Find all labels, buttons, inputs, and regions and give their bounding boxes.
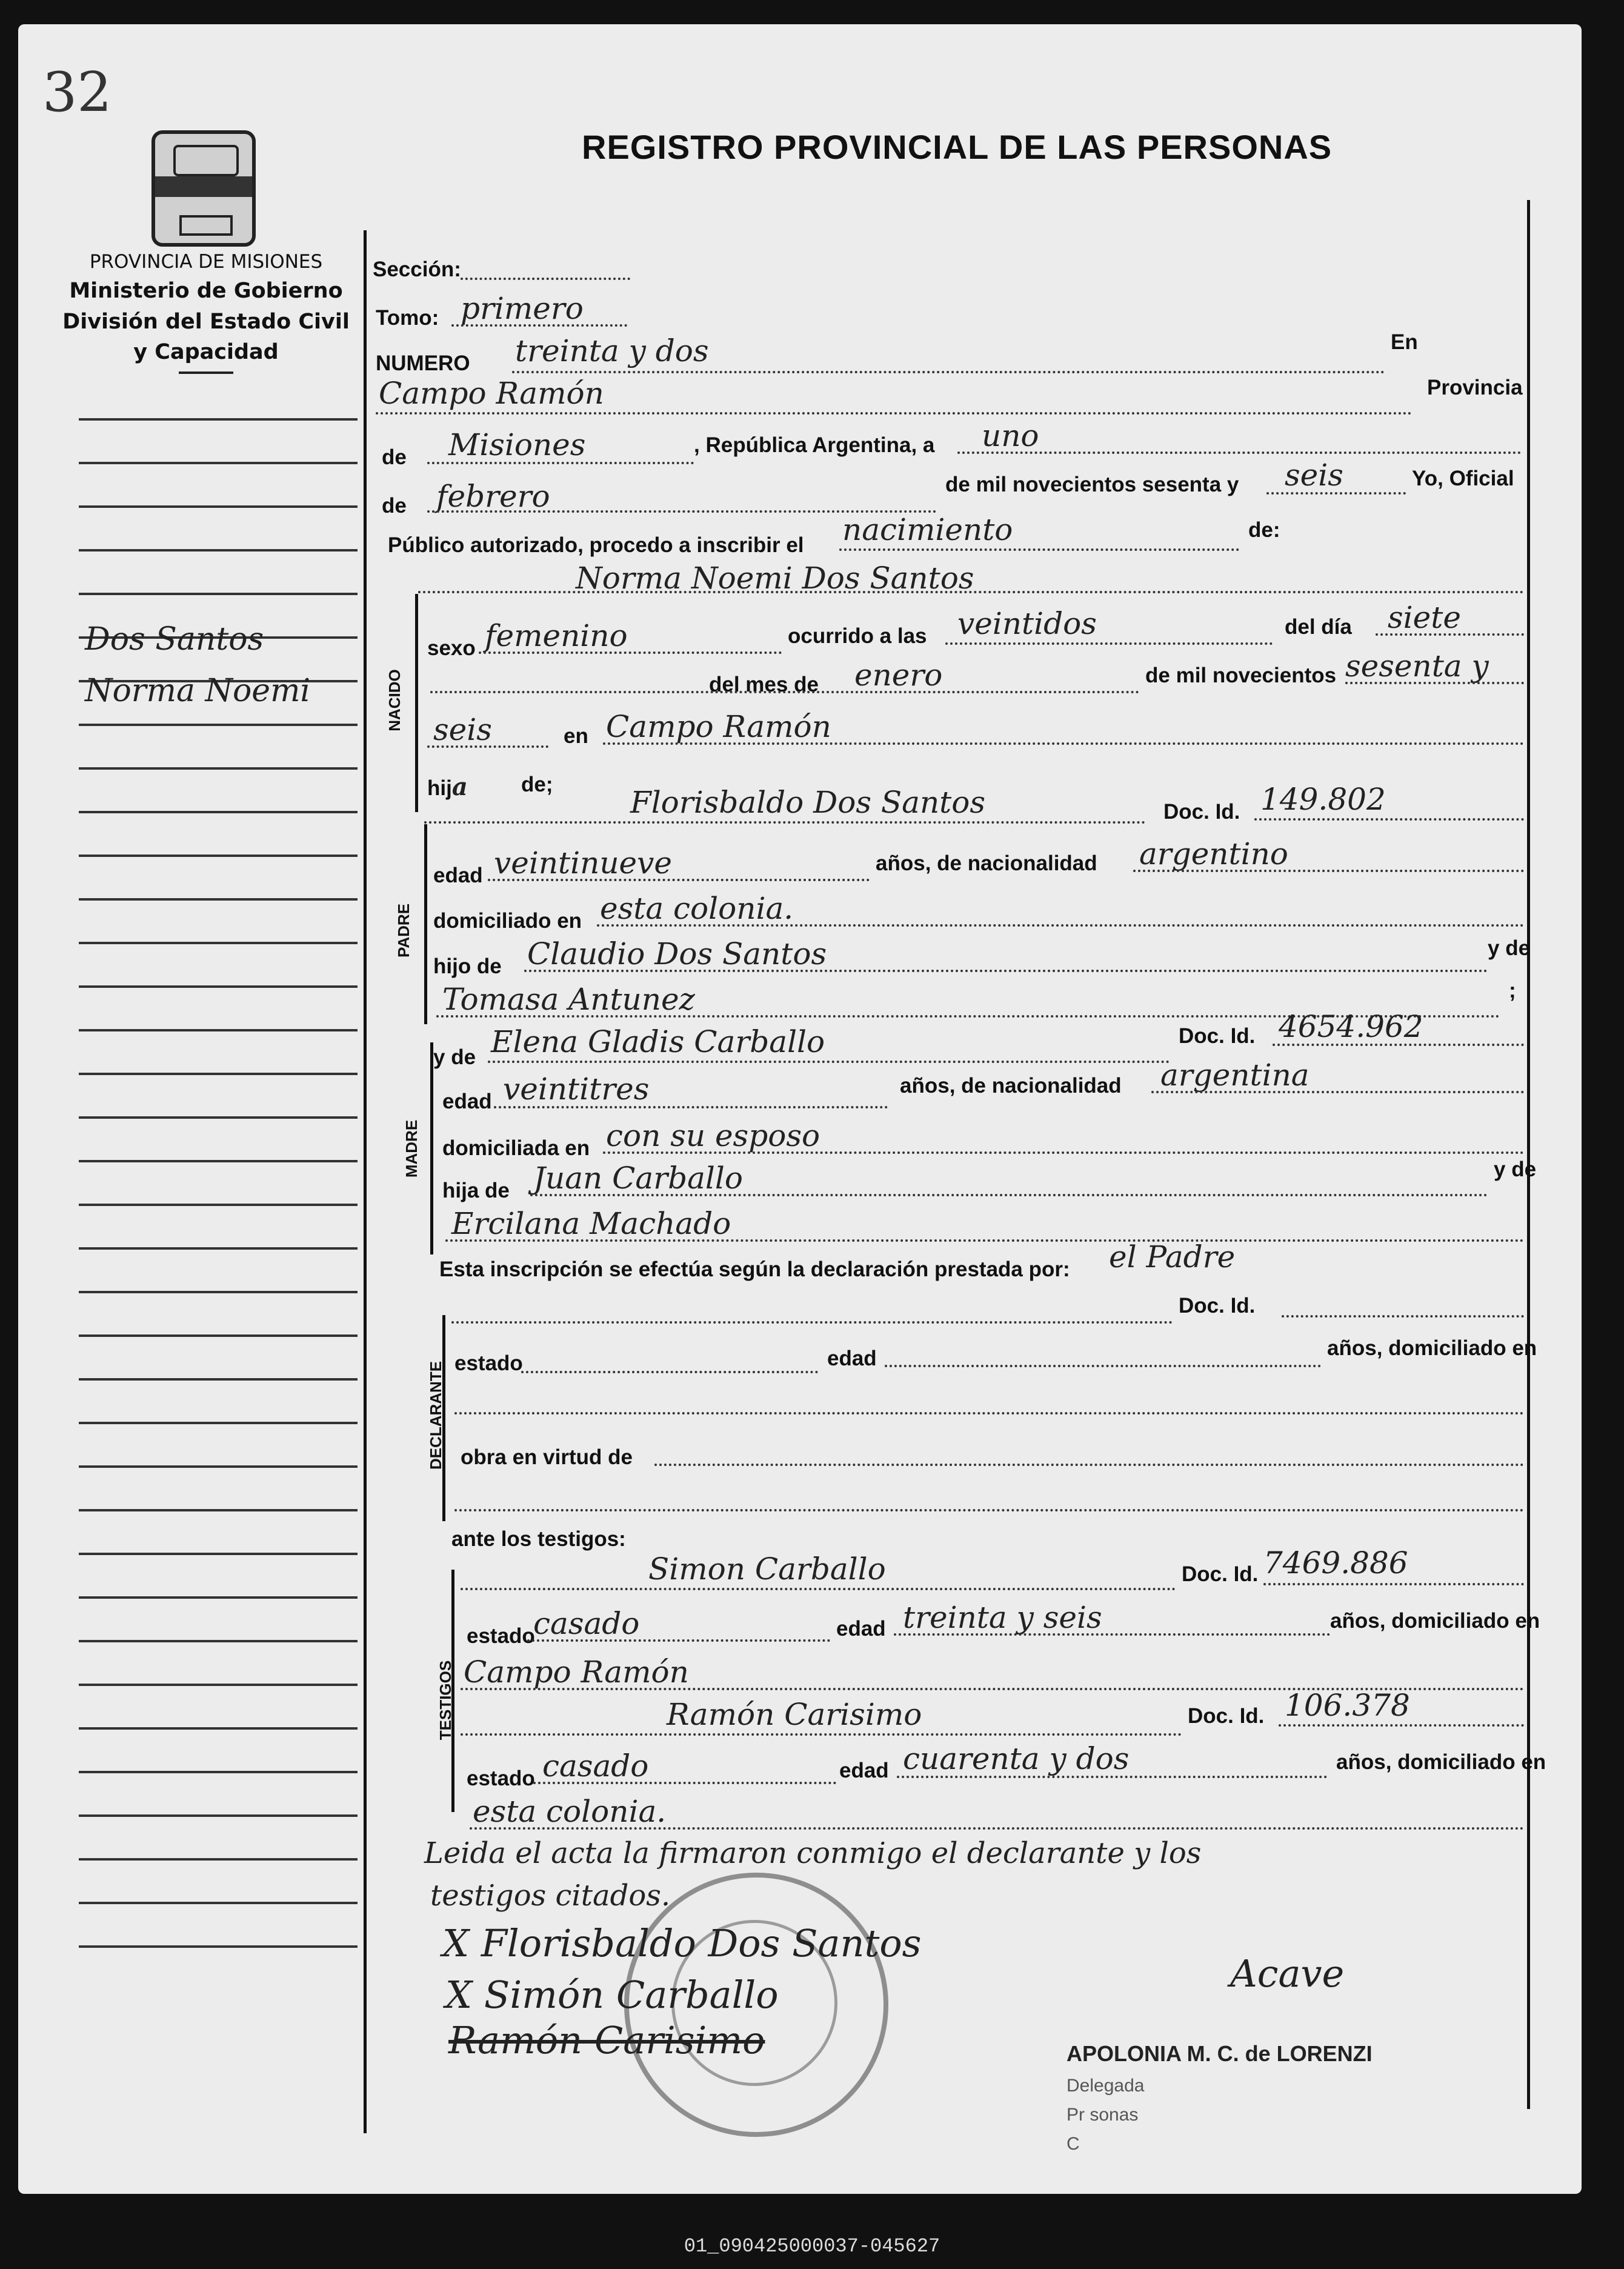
province-line: PROVINCIA DE MISIONES (89, 251, 323, 273)
declaracion-label: Esta inscripción se efectúa según la declaración prestada por: (439, 1258, 1070, 1281)
testigo1-edad-value: treinta y seis (903, 1600, 1102, 1635)
numero-value: treinta y dos (515, 333, 709, 368)
nombre-inscripto: Norma Noemi Dos Santos (576, 561, 974, 596)
declarante-domicilio-label: años, domiciliado en (1327, 1336, 1537, 1360)
nacido-bracket (415, 594, 418, 812)
republica-label: , República Argentina, a (694, 433, 935, 457)
padre-edad-label: edad (433, 864, 483, 887)
declarante-value: el Padre (1109, 1239, 1236, 1274)
official-office: Pr sonas (1067, 2104, 1139, 2125)
lugar-value: Campo Ramón (379, 376, 604, 411)
acto-value: nacimiento (842, 512, 1013, 547)
testigo2-estado-label: estado (467, 1767, 535, 1790)
testigo2-doc-label: Doc. Id. (1188, 1704, 1265, 1728)
padre-doc-label: Doc. Id. (1163, 800, 1240, 824)
declarante-estado-label: estado (454, 1351, 523, 1375)
madre-padre-value: Juan Carballo (533, 1161, 744, 1196)
ante-testigos-label: ante los testigos: (451, 1527, 626, 1551)
section-padre: PADRE (394, 903, 413, 958)
official-office-2: C (1067, 2133, 1080, 2154)
section-nacido: NACIDO (385, 669, 404, 731)
padre-nacionalidad-value: argentino (1139, 836, 1288, 871)
padre-nombre: Florisbaldo Dos Santos (630, 785, 986, 820)
madre-doc-label: Doc. Id. (1179, 1024, 1256, 1048)
testigo2-domicilio-value: esta colonia. (473, 1794, 667, 1829)
testigo2-doc-value: 106.378 (1285, 1688, 1410, 1723)
testigo1-estado-label: estado (467, 1624, 535, 1648)
mil-novecientos-label-2: de mil novecientos (1145, 664, 1337, 687)
cierre-linea-2: testigos citados. (430, 1879, 671, 1913)
testigo2-domicilio-label: años, domiciliado en (1336, 1750, 1546, 1774)
firma-testigo-2: Ramón Carisimo (448, 2018, 765, 2062)
padre-domicilio-value: esta colonia. (600, 891, 794, 926)
madre-domicilio-label: domiciliada en (442, 1136, 590, 1160)
anio-value: seis (1285, 458, 1343, 493)
tomo-label: Tomo: (376, 306, 439, 330)
firma-padre: X Florisbaldo Dos Santos (442, 1921, 922, 1965)
testigo1-edad-label: edad (836, 1617, 886, 1641)
madre-y-de-label: y de (433, 1045, 476, 1069)
del-mes-label: del mes de (709, 673, 819, 696)
madre-nacionalidad-label: años, de nacionalidad (900, 1074, 1122, 1098)
margin-note-given: Norma Noemi (85, 673, 311, 709)
testigo2-estado-value: casado (542, 1748, 649, 1784)
hora-value: veintidos (957, 606, 1097, 641)
padre-padre-value: Claudio Dos Santos (527, 936, 827, 971)
de-label-2: de (382, 494, 407, 518)
ministry-header (42, 248, 370, 374)
publico-label: Público autorizado, procedo a inscribir el (388, 533, 804, 557)
testigo1-domicilio-label: años, domiciliado en (1330, 1609, 1540, 1633)
de-semicolon-label: de; (521, 773, 553, 796)
padre-edad-value: veintinueve (494, 845, 672, 881)
madre-edad-label: edad (442, 1090, 492, 1113)
margin-separator (364, 230, 367, 2133)
madre-hija-de-label: hija de (442, 1179, 510, 1202)
testigo2-nombre: Ramón Carisimo (667, 1697, 922, 1732)
firma-oficial: Acave (1230, 1951, 1345, 1996)
dia-nac-value: siete (1388, 600, 1461, 635)
padre-nacionalidad-label: años, de nacionalidad (876, 851, 1097, 875)
testigo1-doc-label: Doc. Id. (1182, 1562, 1259, 1586)
madre-madre-value: Ercilana Machado (451, 1206, 731, 1241)
page-title: REGISTRO PROVINCIAL DE LAS PERSONAS (582, 128, 1333, 166)
yo-oficial-label: Yo, Oficial (1412, 467, 1514, 490)
image-id-footer: 01_090425000037-045627 (684, 2235, 940, 2257)
anio-nac-value: sesenta y (1345, 648, 1489, 684)
padre-domicilio-label: domiciliado en (433, 909, 582, 933)
testigo1-doc-value: 7469.886 (1263, 1545, 1408, 1581)
ministry-line: Ministerio de Gobierno (69, 278, 343, 303)
cierre-linea-1: Leida el acta la firmaron conmigo el declarante y los (424, 1836, 1202, 1870)
numero-label: NUMERO (376, 352, 470, 375)
ocurrido-label: ocurrido a las (788, 624, 927, 648)
madre-y-de-label-2: y de (1494, 1158, 1537, 1181)
testigo1-estado-value: casado (533, 1606, 640, 1641)
declarante-edad-label: edad (827, 1347, 877, 1370)
madre-doc-value: 4654.962 (1279, 1009, 1423, 1044)
del-dia-label: del día (1285, 615, 1352, 639)
official-title: Delegada (1067, 2075, 1145, 2096)
testigo1-nombre: Simon Carballo (648, 1551, 886, 1587)
sexo-label: sexo (427, 636, 476, 660)
provincia-value: Misiones (448, 427, 586, 462)
mes-value: febrero (436, 479, 550, 514)
official-signature-block (1067, 2036, 1373, 2159)
section-madre: MADRE (402, 1119, 421, 1178)
dia-value: uno (982, 418, 1039, 453)
de-label: de (382, 445, 407, 469)
padre-doc-value: 149.802 (1260, 782, 1386, 817)
en-label: En (1391, 330, 1418, 354)
firma-testigo-1: X Simón Carballo (445, 1973, 779, 2017)
sexo-value: femenino (485, 618, 628, 653)
obra-label: obra en virtud de (461, 1445, 633, 1469)
madre-nacionalidad-value: argentina (1160, 1058, 1310, 1093)
section-declarante: DECLARANTE (427, 1361, 445, 1470)
padre-y-de-label: y de (1488, 936, 1531, 960)
seccion-label: Sección: (373, 258, 461, 281)
official-name: APOLONIA M. C. de LORENZI (1067, 2041, 1373, 2066)
padre-bracket (424, 824, 427, 1024)
padre-semicolon: ; (1509, 979, 1516, 1002)
madre-edad-value: veintitres (503, 1071, 650, 1107)
padre-hijo-de-label: hijo de (433, 955, 502, 978)
lugar-nac-value: Campo Ramón (606, 709, 831, 744)
testigo2-edad-value: cuarenta y dos (903, 1741, 1130, 1776)
madre-nombre: Elena Gladis Carballo (491, 1024, 825, 1059)
madre-domicilio-value: con su esposo (606, 1118, 820, 1153)
madre-bracket (430, 1042, 433, 1254)
provincia-label: Provincia (1427, 376, 1523, 399)
anio-nac-value-2: seis (433, 712, 492, 747)
mes-nac-value: enero (854, 658, 943, 693)
en-label-2: en (564, 724, 588, 748)
hijo-label: hija (427, 773, 468, 801)
right-frame (1527, 200, 1530, 2109)
testigo2-edad-label: edad (839, 1759, 889, 1782)
capacity-line: y Capacidad (133, 340, 279, 365)
tomo-value: primero (461, 291, 584, 326)
declarante-doc-label: Doc. Id. (1179, 1294, 1256, 1318)
page-number: 32 (42, 61, 112, 124)
padre-madre-value: Tomasa Antunez (442, 982, 695, 1017)
province-crest-icon (151, 130, 256, 247)
de-colon-label: de: (1248, 518, 1280, 542)
section-testigos: TESTIGOS (436, 1660, 455, 1741)
testigo1-domicilio-value: Campo Ramón (464, 1654, 689, 1690)
margin-note-surname: Dos Santos (85, 621, 264, 658)
mil-novecientos-label: de mil novecientos sesenta y (945, 473, 1239, 496)
division-line: División del Estado Civil (62, 309, 350, 334)
